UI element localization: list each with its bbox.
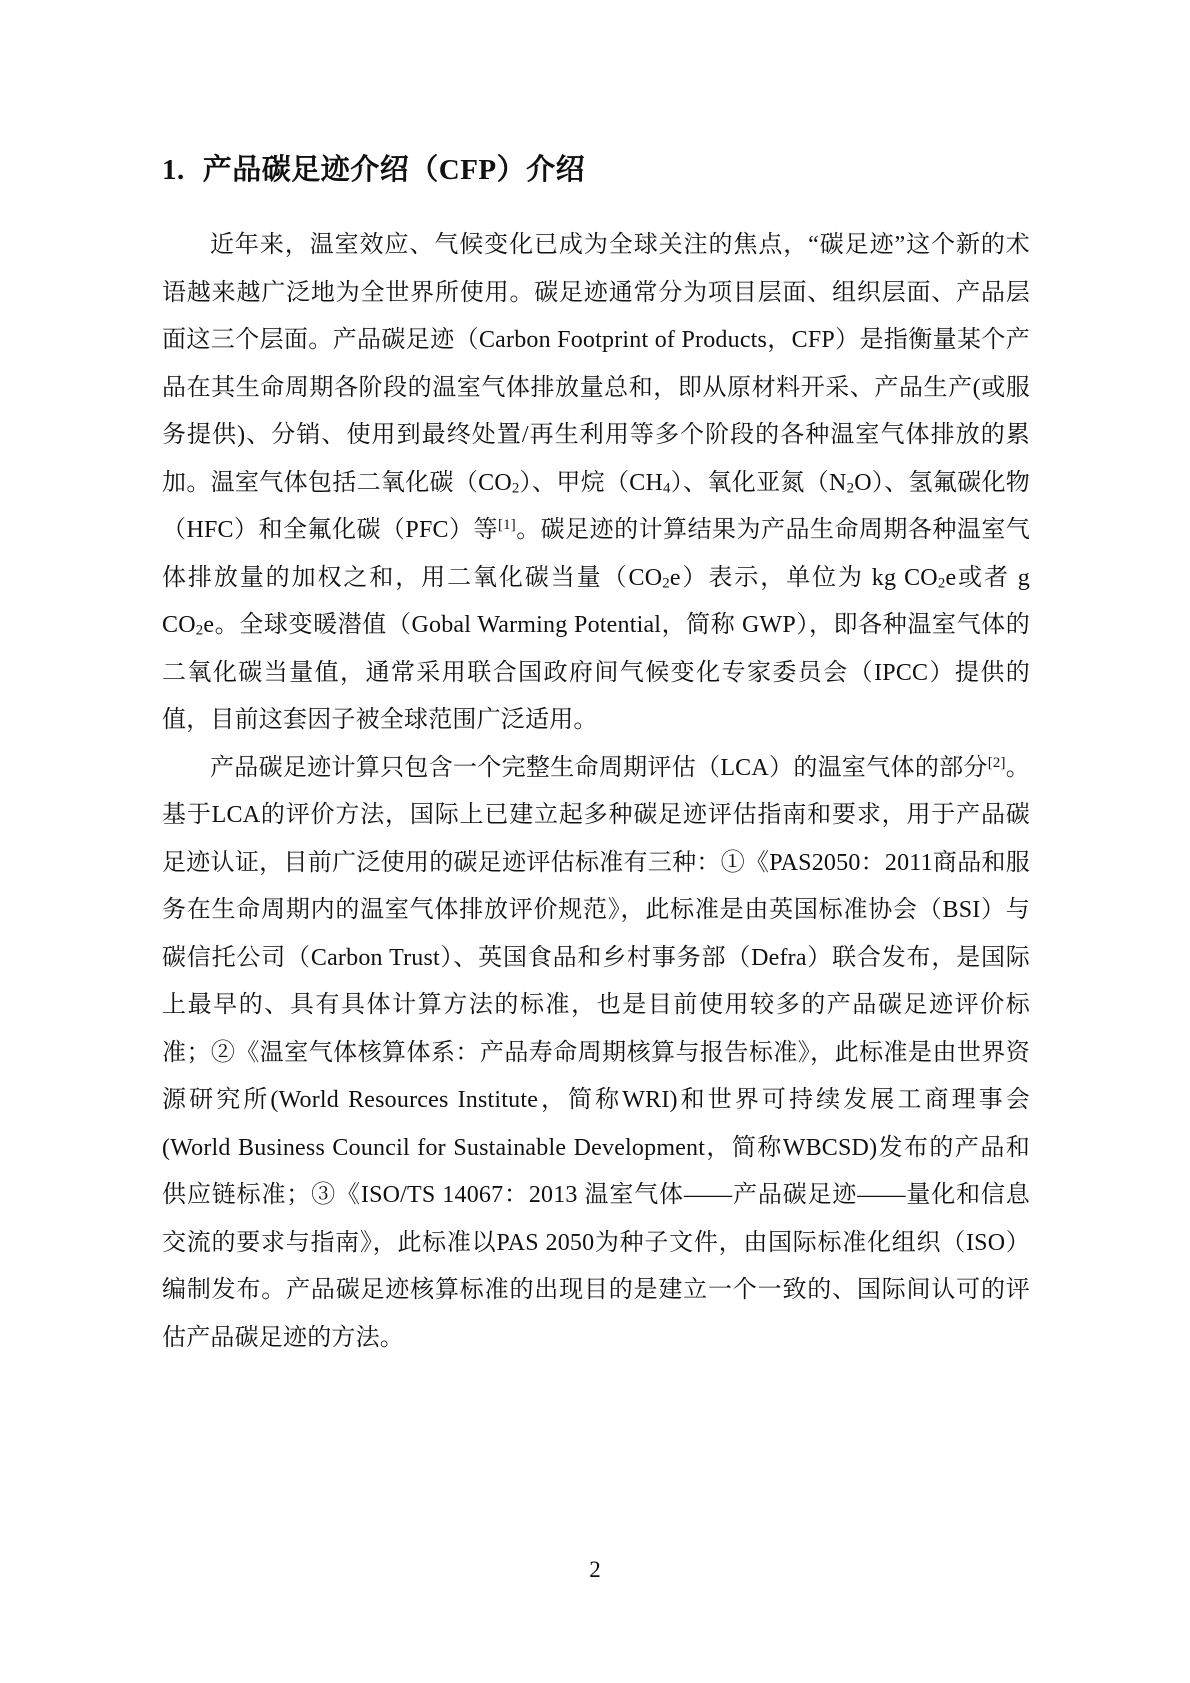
document-content: [162, 0, 1030, 1362]
text-run: 。碳足迹的计算结果为产品生命周期各种温室气体排放量的加权之和，用二氧化碳当量（CO: [162, 517, 1031, 591]
text-run: ）、氧化亚氮（N: [670, 469, 847, 496]
paragraph-standards: [162, 745, 1030, 1363]
text-run: 。基于LCA的评价方法，国际上已建立起多种碳足迹评估指南和要求，用于产品碳足迹认证，目前广泛使用的碳足迹评估标准有三种：①《PAS2050：2011商品和服务在生命周期内的温室气体排放评价规范》，此标准是由英国标准协会（BSI）与碳信托公司（Carbon Trust）、英国食品和乡村事务部（Defra）联合发布，是国际上最早的、具有具体计算方法的标准，也是目前使用较多的产品碳足迹评价标准；②《温室气体核算体系：产品寿命周期核算与报告标准》，此标准是由世界资源研究所(World Resources Institute，简称WRI)和世界可持续发展工商理事会(World Business Council for Sustainable Development，简称WBCSD)发布的产品和供应链标准；③《ISO/TS 14067：2013 温室气体——产品碳足迹——量化和信息交流的要求与指南》，此标准以PAS 2050为种子文件，由国际标准化组织（ISO）编制发布。产品碳足迹核算标准的出现目的是建立一个一致的、国际间认可的评估产品碳足迹的方法。: [162, 754, 1030, 1351]
text-run: e。全球变暖潜值（Gobal Warming Potential，简称 GWP），即各种温室气体的二氧化碳当量值，通常采用联合国政府间气候变化专家委员会（IPCC）提供的值，目前这套因子被全球范围广泛适用。: [162, 612, 1030, 733]
section-title: 产品碳足迹介绍（CFP）介绍: [202, 154, 586, 186]
text-run: e或者 g CO: [162, 564, 1031, 638]
page-number: 2: [589, 1557, 601, 1582]
superscript-citation: [1]: [497, 516, 516, 533]
text-run: ）、甲烷（CH: [519, 469, 664, 496]
section-heading: [162, 150, 1030, 190]
paragraph-intro-cfp: [162, 222, 1030, 745]
subscript: 2: [937, 575, 946, 592]
subscript: 2: [195, 622, 204, 639]
superscript-citation: [2]: [987, 754, 1006, 771]
subscript: 2: [511, 480, 520, 497]
text-run: O）、氢氟碳化物（HFC）和全氟化碳（PFC）等: [162, 469, 1030, 543]
section-number: 1.: [162, 154, 185, 186]
subscript: 4: [663, 480, 671, 497]
text-run: e）表示，单位为 kg CO: [669, 564, 938, 591]
subscript: 2: [846, 480, 855, 497]
text-run: 产品碳足迹计算只包含一个完整生命周期评估（LCA）的温室气体的部分: [210, 754, 988, 781]
text-run: 近年来，温室效应、气候变化已成为全球关注的焦点，“碳足迹”这个新的术语越来越广泛地为全世界所使用。碳足迹通常分为项目层面、组织层面、产品层面这三个层面。产品碳足迹（Carbon Footprint of Products，CFP）是指衡量某个产品在其生命周期各阶段的温室气体排放量总和，即从原材料开采、产品生产(或服务提供)、分销、使用到最终处置/再生利用等多个阶段的各种温室气体排放的累加。温室气体包括二氧化碳（CO: [162, 232, 1030, 496]
subscript: 2: [662, 575, 670, 592]
